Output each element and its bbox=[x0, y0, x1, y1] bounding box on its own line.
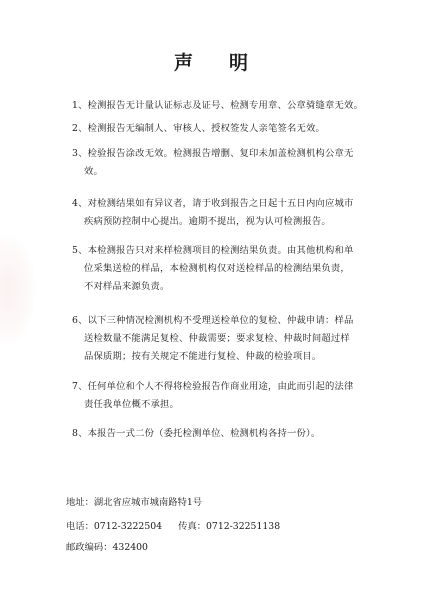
title-char-left: 声 bbox=[173, 52, 195, 74]
item-line: 1、检测报告无计量认证标志及证号、检测专用章、公章骑缝章无效。 bbox=[72, 100, 364, 111]
item-line: 6、以下三种情况检测机构不受理送检单位的复检、仲裁申请：样品 bbox=[72, 315, 354, 326]
statement-item-7 bbox=[72, 378, 394, 414]
statement-item-6 bbox=[72, 312, 394, 366]
item-line: 8、本报告一式二份（委托检测单位、检测机构各持一份）。 bbox=[72, 428, 321, 439]
item-line: 5、本检测报告只对来样检测项目的检测结果负责。由其他机构和单 bbox=[72, 245, 354, 256]
footer-address bbox=[66, 496, 202, 510]
statement-item-1 bbox=[72, 97, 394, 115]
statement-item-2 bbox=[72, 120, 394, 138]
page-title bbox=[0, 48, 424, 75]
item-line: 3、检验报告涂改无效。检测报告增删、复印未加盖检测机构公章无 bbox=[72, 148, 354, 159]
item-line: 7、任何单位和个人不得将检验报告作商业用途，由此而引起的法律 bbox=[72, 381, 354, 392]
statement-item-3 bbox=[72, 145, 394, 181]
title-char-right: 明 bbox=[229, 52, 251, 74]
item-line: 品保质期；按有关规定不能进行复检、仲裁的检验项目。 bbox=[84, 351, 322, 362]
item-line: 不对样品来源负责。 bbox=[84, 281, 170, 292]
fax-text: 传真：0712-32251138 bbox=[178, 521, 281, 532]
seal-stamp-fragment bbox=[0, 235, 36, 345]
address-text: 地址：湖北省应城市城南路特1号 bbox=[66, 497, 203, 508]
statement-item-8 bbox=[72, 425, 394, 443]
footer-contact bbox=[66, 520, 280, 534]
phone-text: 电话：0712-3222504 bbox=[66, 521, 163, 532]
item-line: 送检数量不能满足复检、仲裁需要；要求复检、仲裁时间超过样 bbox=[84, 333, 350, 344]
footer-postcode bbox=[66, 541, 148, 555]
statement-item-4 bbox=[72, 195, 394, 231]
item-line: 效。 bbox=[84, 166, 103, 177]
statement-item-5 bbox=[72, 242, 394, 296]
item-line: 4、对检测结果如有异议者，请于收到报告之日起十五日内向应城市 bbox=[72, 198, 354, 209]
item-line: 责任我单位概不承担。 bbox=[84, 399, 179, 410]
item-line: 疾病预防控制中心提出。逾期不提出，视为认可检测报告。 bbox=[84, 216, 331, 227]
item-line: 2、检测报告无编制人、审核人、授权签发人亲笔签名无效。 bbox=[72, 123, 326, 134]
postcode-text: 邮政编码：432400 bbox=[66, 542, 148, 553]
item-line: 位采集送检的样品，本检测机构仅对送检样品的检测结果负责， bbox=[84, 263, 350, 274]
